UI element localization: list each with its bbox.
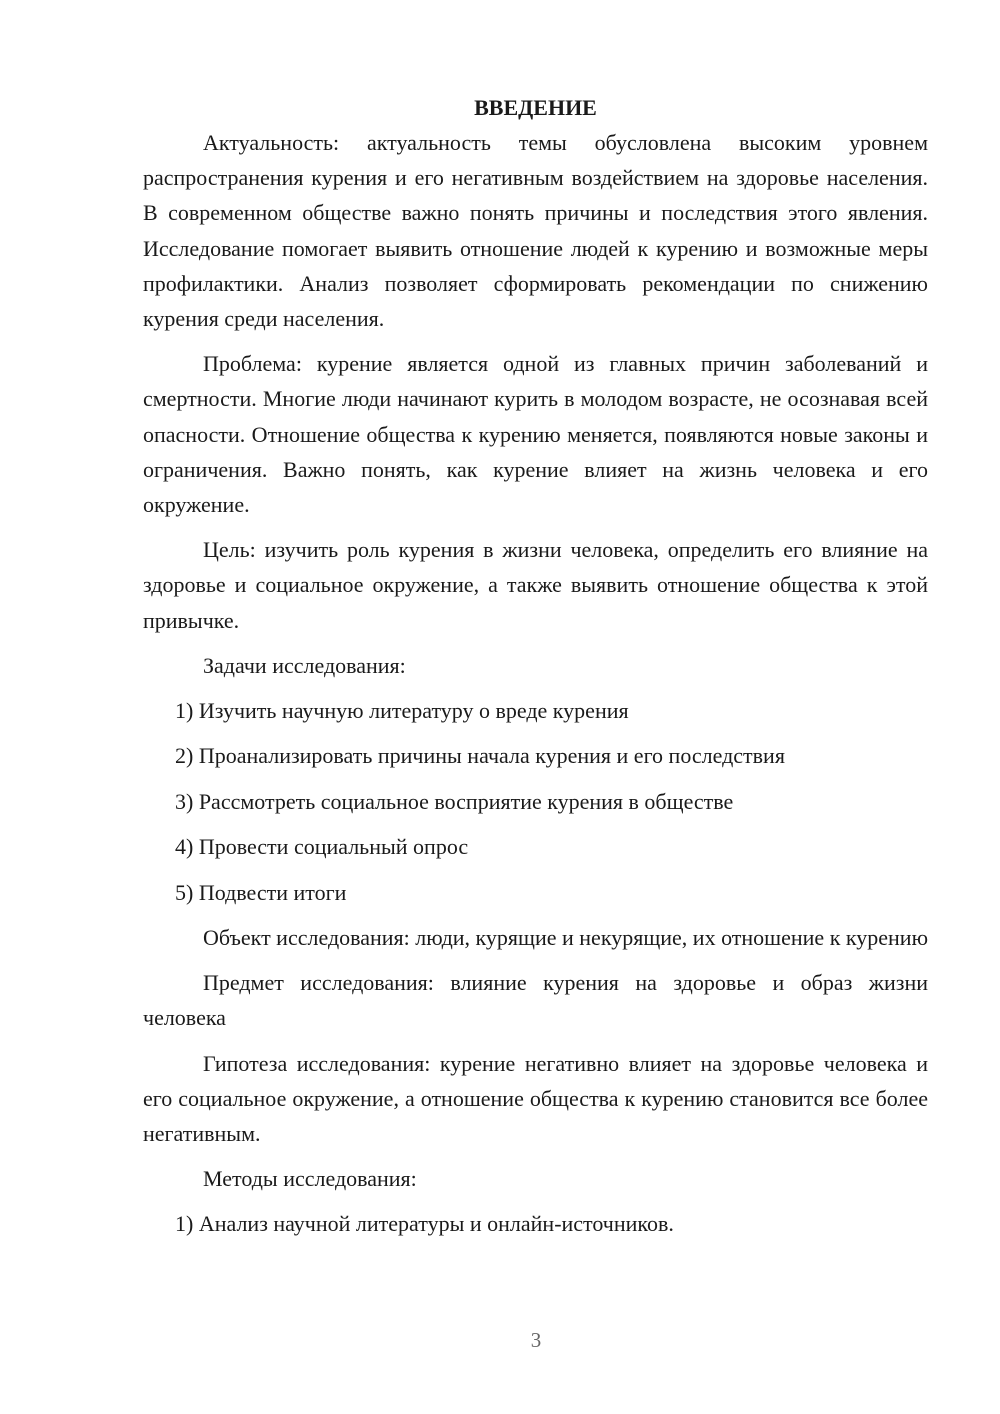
list-item: 1) Анализ научной литературы и онлайн-источников.	[175, 1211, 674, 1237]
subject-paragraph: Предмет исследования: влияние курения на здоровье и образ жизни человека	[143, 970, 928, 1031]
list-item: 1) Изучить научную литературу о вреде курения	[175, 698, 629, 724]
list-item: 2) Проанализировать причины начала курения и его последствия	[175, 743, 785, 769]
document-page	[143, 90, 928, 1252]
list-item: 5) Подвести итоги	[175, 879, 347, 905]
methods-heading: Методы исследования:	[203, 1166, 417, 1192]
relevance-paragraph: Актуальность: актуальность темы обусловлена высоким уровнем распространения курения и его негативным воздействием на здоровье населения. В современном обществе важно понять причины и последствия этого явления. Исследование помогает выявить отношение людей к курению и возможные меры профилактики. Анализ позволяет сформировать рекомендации по снижению курения среди населения.	[143, 130, 928, 332]
object-paragraph: Объект исследования: люди, курящие и некурящие, их отношение к курению	[203, 925, 929, 950]
page-number: 3	[530, 1328, 542, 1352]
hypothesis-paragraph: Гипотеза исследования: курение негативно влияет на здоровье человека и его социальное окружение, а отношение общества к курению становится все более негативным.	[143, 1050, 928, 1147]
tasks-list	[143, 693, 928, 910]
goal-paragraph: Цель: изучить роль курения в жизни человека, определить его влияние на здоровье и социальное окружение, а также выявить отношение общества к этой привычке.	[143, 537, 928, 633]
tasks-heading: Задачи исследования:	[203, 652, 406, 678]
problem-paragraph: Проблема: курение является одной из главных причин заболеваний и смертности. Многие люди начинают курить в молодом возрасте, не осознавая всей опасности. Отношение общества к курению меняется, появляются новые законы и ограничения. Важно понять, как курение влияет на жизнь человека и его окружение.	[143, 351, 928, 518]
page-title: ВВЕДЕНИЕ	[474, 95, 597, 120]
methods-list	[143, 1206, 928, 1241]
list-item: 4) Провести социальный опрос	[175, 834, 469, 860]
list-item: 3) Рассмотреть социальное восприятие курения в обществе	[175, 788, 734, 814]
